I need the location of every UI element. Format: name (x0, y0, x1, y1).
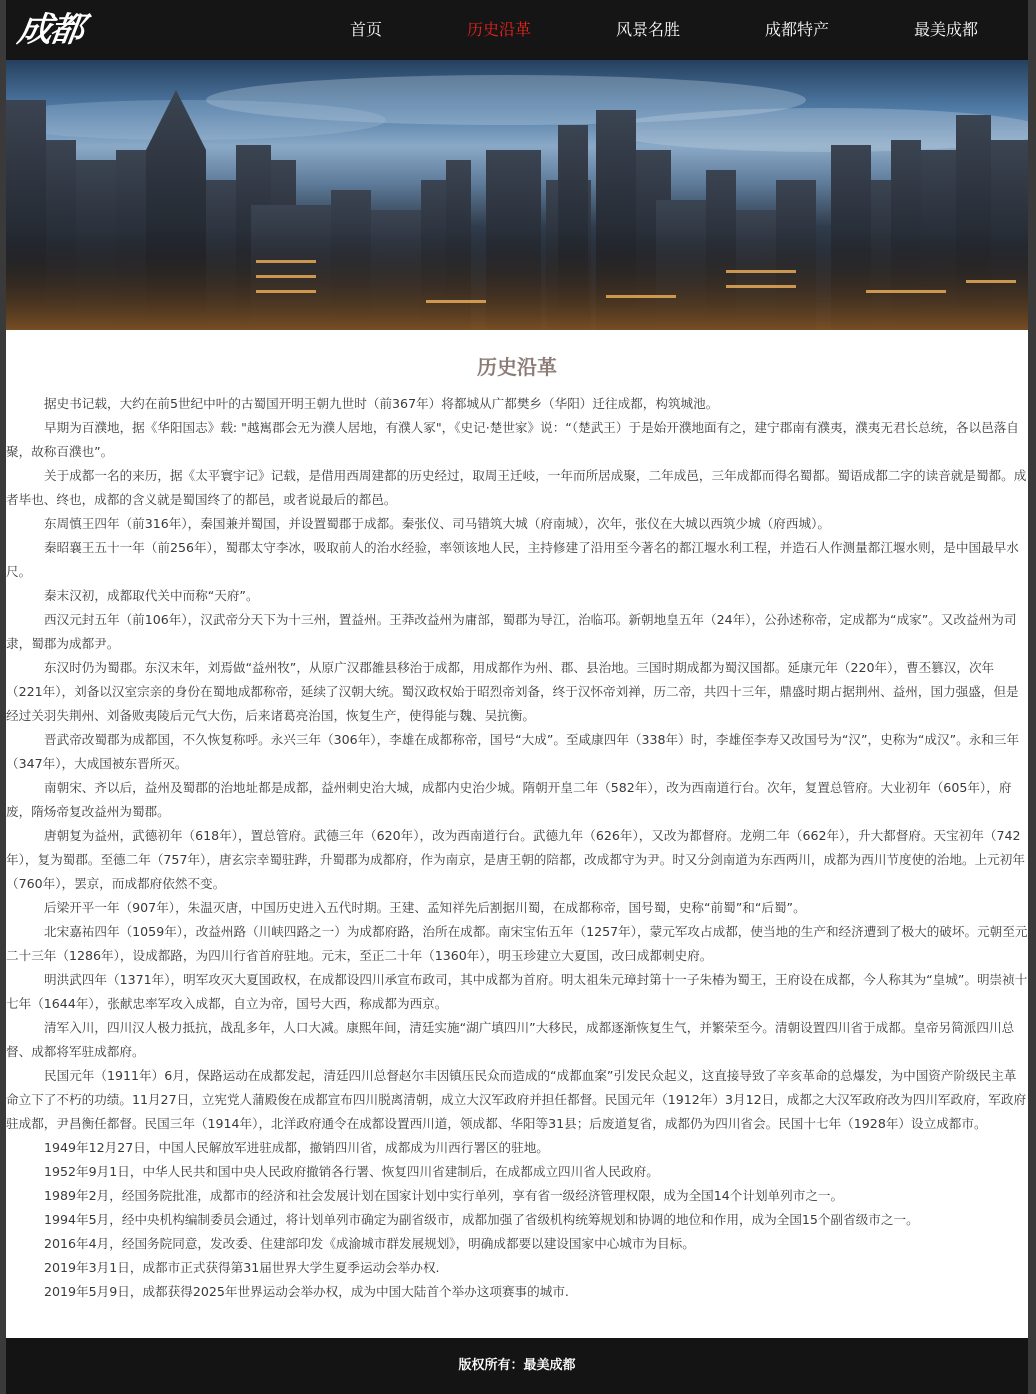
paragraph: 晋武帝改蜀郡为成都国，不久恢复称呼。永兴三年（306年），李雄在成都称帝，国号“大成”。至咸康四年（338年）时，李雄侄李寿又改国号为“汉”，史称为“成汉”。永和三年（347年），大成国被东晋所灭。 (6, 732, 1020, 771)
page-title: 历史沿革 (477, 355, 557, 379)
page-frame (6, 0, 1028, 1394)
paragraph: 早期为百濮地，据《华阳国志》载: "越嶲郡会无为濮人居地，有濮人冢"，《史记·楚世家》说：“（楚武王）于是始开濮地面有之，建宁郡南有濮夷，濮夷无君长总统，各以邑落自聚，故称百濮也”。 (6, 420, 1019, 459)
nav-item-scenery[interactable]: 风景名胜 (616, 20, 681, 39)
timeline-item: 1949年12月27日，中国人民解放军进驻成都，撤销四川省，成都成为川西行署区的驻地。 (44, 1140, 549, 1155)
paragraph: 北宋嘉祐四年（1059年），改益州路（川峡四路之一）为成都府路，治所在成都。南宋宝佑五年（1257年），蒙元军攻占成都，使当地的生产和经济遭到了极大的破坏。元朝至元二十三年（1286年），设成都路，为四川行省首府驻地。元末，至正二十年（1360年），明玉珍建立大夏国，改曰成都刺史府。 (6, 924, 1028, 963)
paragraph: 秦昭襄王五十一年（前256年），蜀郡太守李冰，吸取前人的治水经验，率领该地人民，主持修建了沿用至今著名的都江堰水利工程，并造石人作测量都江堰水则，是中国最早水尺。 (6, 540, 1019, 579)
nav-item-specialties[interactable]: 成都特产 (765, 20, 830, 39)
logo-text: 成都 (15, 10, 85, 50)
copyright-text: 版权所有：最美成都 (458, 1358, 576, 1373)
timeline-item: 2016年4月，经国务院同意，发改委、住建部印发《成渝城市群发展规划》，明确成都要以建设国家中心城市为目标。 (44, 1236, 695, 1251)
site-logo[interactable] (15, 8, 111, 52)
paragraph: 后梁开平一年（907年），朱温灭唐，中国历史进入五代时期。王建、孟知祥先后割据川蜀，在成都称帝，国号蜀，史称“前蜀”和“后蜀”。 (44, 900, 806, 915)
paragraph: 关于成都一名的来历，据《太平寰宇记》记载，是借用西周建都的历史经过，取周王迁岐，一年而所居成聚，二年成邑，三年成都而得名蜀都。蜀语成都二字的读音就是蜀都。成者毕也、终也，成都的含义就是蜀国终了的都邑，或者说最后的都邑。 (6, 468, 1027, 507)
paragraph: 秦末汉初，成都取代关中而称“天府”。 (44, 588, 259, 603)
timeline-item: 1989年2月，经国务院批准，成都市的经济和社会发展计划在国家计划中实行单列，享有省一级经济管理权限，成为全国14个计划单列市之一。 (44, 1188, 844, 1203)
top-nav (6, 0, 1028, 60)
nav-item-home[interactable]: 首页 (350, 20, 383, 39)
nav-item-history[interactable]: 历史沿革 (467, 20, 532, 39)
paragraph: 西汉元封五年（前106年），汉武帝分天下为十三州，置益州。王莽改益州为庸部，蜀郡为导江，治临邛。新朝地皇五年（24年），公孙述称帝，定成都为“成家”。又改益州为司隶，蜀郡为成都尹。 (6, 612, 1017, 651)
city-skyline-illustration (6, 60, 1028, 330)
timeline-item: 2019年3月1日，成都市正式获得第31届世界大学生夏季运动会举办权. (44, 1260, 440, 1275)
paragraph: 东汉时仍为蜀郡。东汉末年，刘焉做“益州牧”，从原广汉郡雒县移治于成都，用成都作为州、郡、县治地。三国时期成都为蜀汉国都。延康元年（220年），曹丕篡汉，次年（221年），刘备以汉室宗亲的身份在蜀地成都称帝，延续了汉朝大统。蜀汉政权始于昭烈帝刘备，终于汉怀帝刘禅，历二帝，共四十三年，鼎盛时期占据荆州、益州，国力强盛，但是经过关羽失荆州、刘备败夷陵后元气大伤，后来诸葛亮治国，恢复生产，使得能与魏、吴抗衡。 (6, 660, 1019, 723)
timeline-item: 2019年5月9日，成都获得2025年世界运动会举办权，成为中国大陆首个举办这项赛事的城市. (44, 1284, 569, 1299)
paragraph: 据史书记载，大约在前5世纪中叶的古蜀国开明王朝九世时（前367年）将都城从广都樊乡（华阳）迁往成都，构筑城池。 (44, 396, 719, 411)
paragraph: 明洪武四年（1371年），明军攻灭大夏国政权，在成都设四川承宣布政司，其中成都为首府。明太祖朱元璋封第十一子朱椿为蜀王，王府设在成都，今人称其为“皇城”。明崇祯十七年（1644年），张献忠率军攻入成都，自立为帝，国号大西，称成都为西京。 (6, 972, 1028, 1011)
paragraph: 民国元年（1911年）6月，保路运动在成都发起，清廷四川总督赵尔丰因镇压民众而造成的“成都血案”引发民众起义，这直接导致了辛亥革命的总爆发，为中国资产阶级民主革命立下了不朽的功绩。11月27日，立宪党人蒲殿俊在成都宣布四川脱离清朝，成立大汉军政府并担任都督。民国元年（1912年）3月12日，成都之大汉军政府改为四川军政府，军政府驻成都，尹昌衡任都督。民国三年（1914年），北洋政府通令在成都设置西川道，领成都、华阳等31县；后废道复省，成都仍为四川省会。民国十七年（1928年）设立成都市。 (6, 1068, 1027, 1131)
page-footer (6, 1338, 1028, 1394)
paragraph: 唐朝复为益州，武德初年（618年），置总管府。武德三年（620年），改为西南道行台。武德九年（626年），又改为都督府。龙朔二年（662年），升大都督府。天宝初年（742年），复为蜀郡。至德二年（757年），唐玄宗幸蜀驻跸，升蜀郡为成都府，作为南京，是唐王朝的陪都，改成都守为尹。时又分剑南道为东西两川，成都为西川节度使的治地。上元初年（760年），罢京，而成都府依然不变。 (6, 828, 1025, 891)
paragraph: 东周慎王四年（前316年），秦国兼并蜀国，并设置蜀郡于成都。秦张仪、司马错筑大城（府南城），次年，张仪在大城以西筑少城（府西城）。 (44, 516, 830, 531)
history-article (6, 392, 1028, 1304)
paragraph: 清军入川，四川汉人极力抵抗，战乱多年，人口大减。康熙年间，清廷实施“湖广填四川”大移民，成都逐渐恢复生气，并繁荣至今。清朝设置四川省于成都。皇帝另简派四川总督、成都将军驻成都府。 (6, 1020, 1015, 1059)
timeline-item: 1994年5月，经中央机构编制委员会通过，将计划单列市确定为副省级市，成都加强了省级机构统筹规划和协调的地位和作用，成为全国15个副省级市之一。 (44, 1212, 919, 1227)
paragraph: 南朝宋、齐以后，益州及蜀郡的治地址都是成都，益州刺史治大城，成都内史治少城。隋朝开皇二年（582年），改为西南道行台。次年，复置总管府。大业初年（605年），府废，隋炀帝复改益州为蜀郡。 (6, 780, 1012, 819)
hero-banner-image (6, 60, 1028, 330)
timeline-item: 1952年9月1日，中华人民共和国中央人民政府撤销各行署、恢复四川省建制后，在成都成立四川省人民政府。 (44, 1164, 659, 1179)
main-content (6, 330, 1028, 1338)
nav-item-best-chengdu[interactable]: 最美成都 (914, 20, 979, 39)
